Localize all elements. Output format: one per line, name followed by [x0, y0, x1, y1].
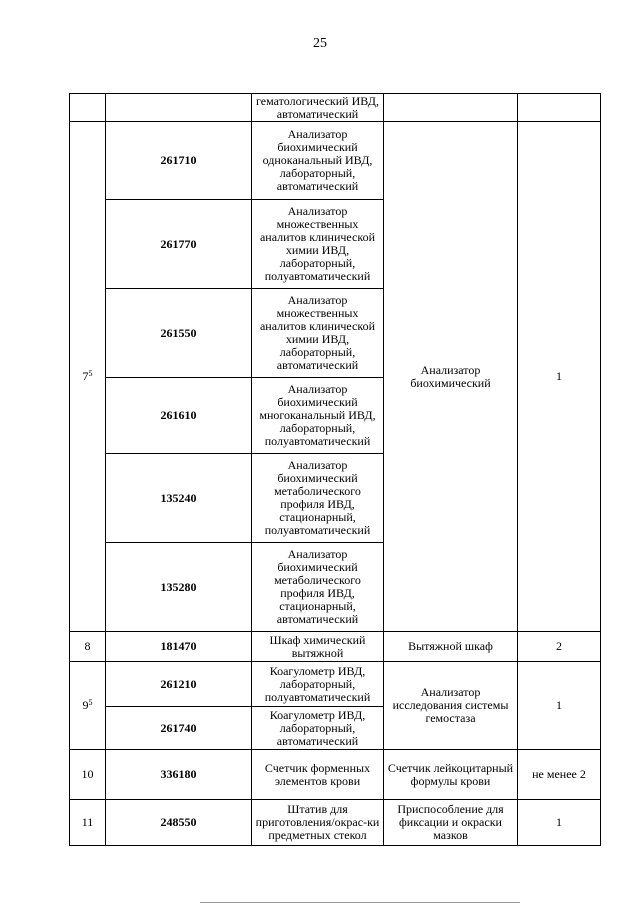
row-number-cell: $9^5$ — [70, 662, 106, 750]
name-cell: Анализатор множественных аналитов клинической химии ИВД, лабораторный, автоматический — [252, 289, 384, 378]
name-cell: Анализатор биохимический метаболического профиля ИВД, стационарный, автоматический — [252, 543, 384, 632]
code-cell: 261610 — [106, 378, 252, 454]
code-cell: 261210 — [106, 662, 252, 707]
name-cell: Счетчик форменных элементов крови — [252, 750, 384, 800]
code-cell: 181470 — [106, 632, 252, 662]
code-cell — [106, 94, 252, 122]
name-cell: Коагулометр ИВД, лабораторный, полуавтоматический — [252, 662, 384, 707]
name-cell: Анализатор биохимический многоканальный ИВД, лабораторный, полуавтоматический — [252, 378, 384, 454]
quantity-cell: 1 — [518, 800, 601, 846]
code-cell: 135280 — [106, 543, 252, 632]
row-number-cell: $7^5$ — [70, 122, 106, 632]
purpose-cell: Анализатор биохимический — [384, 122, 518, 632]
code-cell: 261770 — [106, 200, 252, 289]
row-number-cell: 11 — [70, 800, 106, 846]
table-row — [70, 800, 601, 846]
equipment-table — [69, 93, 601, 846]
row-number-cell — [70, 94, 106, 122]
code-cell: 261740 — [106, 707, 252, 750]
name-cell: Коагулометр ИВД, лабораторный, автоматический — [252, 707, 384, 750]
quantity-cell: 1 — [518, 122, 601, 632]
row-number-cell: 8 — [70, 632, 106, 662]
page-number: 25 — [313, 36, 327, 51]
quantity-cell — [518, 94, 601, 122]
row-number-cell: 10 — [70, 750, 106, 800]
name-cell: гематологический ИВД, автоматический — [252, 94, 384, 122]
purpose-cell: Анализатор исследования системы гемостаза — [384, 662, 518, 750]
name-cell: Шкаф химический вытяжной — [252, 632, 384, 662]
purpose-cell: Вытяжной шкаф — [384, 632, 518, 662]
code-cell: 261550 — [106, 289, 252, 378]
table-row — [70, 94, 601, 122]
table-row — [70, 662, 601, 707]
bottom-divider — [200, 902, 520, 903]
quantity-cell: 1 — [518, 662, 601, 750]
quantity-cell: 2 — [518, 632, 601, 662]
name-cell: Штатив для приготовления/окрас-ки предметных стекол — [252, 800, 384, 846]
name-cell: Анализатор множественных аналитов клинической химии ИВД, лабораторный, полуавтоматический — [252, 200, 384, 289]
quantity-cell: не менее 2 — [518, 750, 601, 800]
table-row — [70, 632, 601, 662]
code-cell: 248550 — [106, 800, 252, 846]
table-row — [70, 122, 601, 200]
purpose-cell — [384, 94, 518, 122]
code-cell: 261710 — [106, 122, 252, 200]
code-cell: 336180 — [106, 750, 252, 800]
purpose-cell: Счетчик лейкоцитарный формулы крови — [384, 750, 518, 800]
name-cell: Анализатор биохимический метаболического профиля ИВД, стационарный, полуавтоматический — [252, 454, 384, 543]
code-cell: 135240 — [106, 454, 252, 543]
table-row — [70, 750, 601, 800]
purpose-cell: Приспособление для фиксации и окраски мазков — [384, 800, 518, 846]
name-cell: Анализатор биохимический одноканальный ИВД, лабораторный, автоматический — [252, 122, 384, 200]
